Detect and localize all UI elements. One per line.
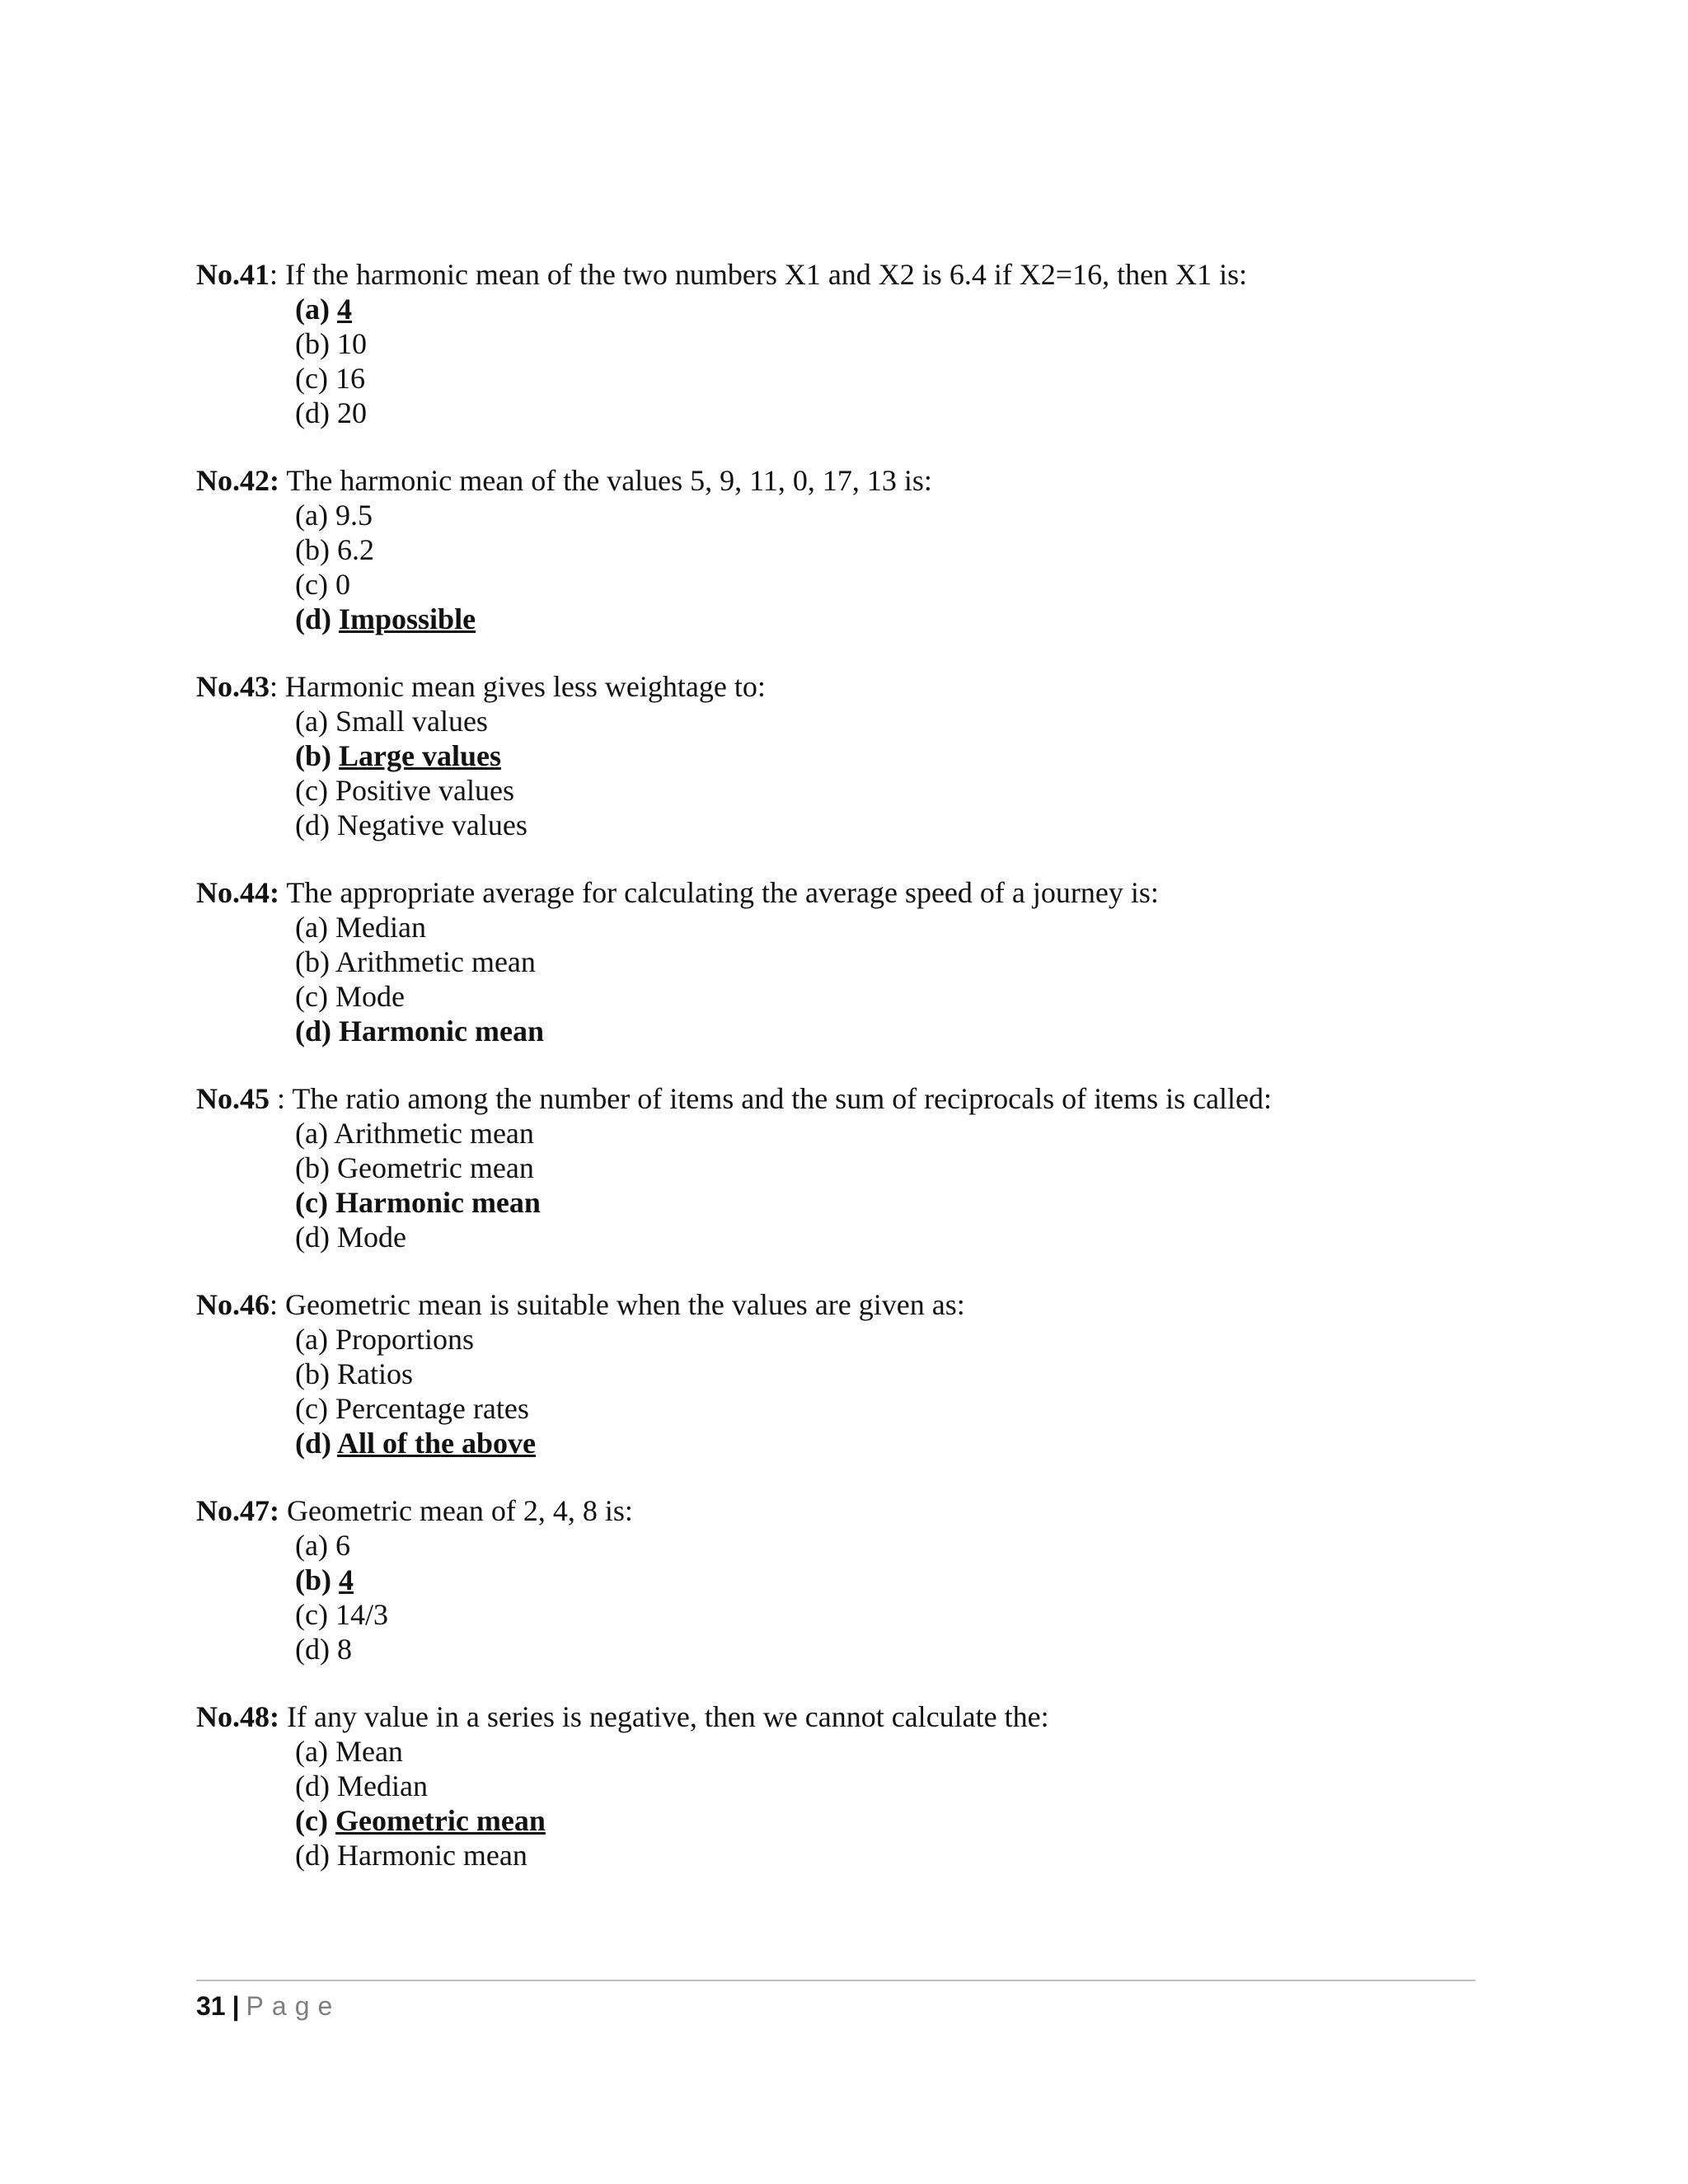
footer-separator: | (232, 1991, 240, 2021)
option-label: (c) (295, 980, 328, 1013)
options-list (196, 910, 1482, 1048)
question-line (196, 463, 1482, 498)
page-number: 31 (196, 1991, 226, 2021)
options-list (196, 498, 1482, 636)
option-label: (c) (295, 1598, 328, 1631)
answer-option (295, 979, 1482, 1014)
option-label: (c) (295, 1186, 328, 1219)
option-label: (d) (295, 1015, 331, 1047)
option-text: Ratios (336, 1357, 413, 1390)
question-number: No.47: (196, 1494, 279, 1527)
option-text: 8 (336, 1633, 352, 1666)
option-text: 0 (335, 568, 350, 601)
option-text: 4 (336, 293, 352, 326)
question-line (196, 875, 1482, 910)
option-label: (d) (295, 1633, 330, 1666)
page-label: Page (246, 1991, 341, 2021)
question-line (196, 1081, 1482, 1116)
options-list (196, 1116, 1482, 1254)
question-block (196, 1081, 1482, 1254)
option-text: Harmonic mean (339, 1015, 544, 1047)
options-list (196, 292, 1482, 430)
options-list (196, 1734, 1482, 1872)
correct-answer-option (295, 602, 1482, 636)
question-number: No.43 (196, 670, 270, 703)
answer-option (295, 1838, 1482, 1872)
question-number: No.48: (196, 1700, 279, 1733)
option-label: (d) (295, 808, 330, 841)
question-text: The ratio among the number of items and the sum of reciprocals of items is called: (292, 1082, 1273, 1115)
footer-divider (196, 1980, 1475, 1981)
option-label: (d) (295, 396, 330, 429)
question-block (196, 463, 1482, 636)
option-text: Percentage rates (335, 1392, 529, 1425)
question-text: Geometric mean of 2, 4, 8 is: (287, 1494, 633, 1527)
option-label: (d) (295, 602, 331, 635)
answer-option (295, 704, 1482, 738)
option-label: (a) (295, 911, 328, 944)
question-separator: : (270, 670, 279, 703)
option-label: (b) (295, 1357, 330, 1390)
option-text: Small values (335, 705, 488, 738)
option-text: 20 (336, 396, 367, 429)
option-text: Mode (335, 980, 405, 1013)
option-label: (c) (295, 1392, 328, 1425)
option-text: 16 (335, 362, 365, 395)
correct-answer-option (295, 1803, 1482, 1838)
option-text: Positive values (335, 774, 514, 807)
answer-option (295, 567, 1482, 602)
answer-option (295, 361, 1482, 396)
question-block (196, 875, 1482, 1048)
option-label: (a) (295, 499, 328, 532)
option-label: (a) (295, 1529, 328, 1562)
option-label: (a) (295, 1323, 328, 1356)
answer-option (295, 1116, 1482, 1151)
question-text: The harmonic mean of the values 5, 9, 11, 0, 17, 13 is: (286, 464, 932, 497)
question-block (196, 1699, 1482, 1872)
option-label: (c) (295, 1804, 328, 1837)
question-separator: : (270, 258, 279, 291)
question-text: Harmonic mean gives less weightage to: (285, 670, 766, 703)
option-text: Geometric mean (336, 1151, 534, 1184)
option-text: Mode (336, 1221, 406, 1254)
question-text: Geometric mean is suitable when the values are given as: (285, 1288, 965, 1321)
answer-option (295, 1734, 1482, 1769)
options-list (196, 1322, 1482, 1460)
option-text: Harmonic mean (336, 1839, 528, 1872)
question-separator: : (270, 1288, 279, 1321)
option-text: Arithmetic mean (333, 1117, 534, 1150)
answer-option (295, 944, 1482, 979)
option-text: 6.2 (336, 533, 374, 566)
answer-option (295, 326, 1482, 361)
answer-option (295, 498, 1482, 532)
option-text: 6 (335, 1529, 350, 1562)
option-text: Geometric mean (335, 1804, 546, 1837)
question-number: No.41 (196, 258, 270, 291)
question-number: No.44: (196, 876, 279, 909)
option-text: Median (335, 911, 426, 944)
option-text: 10 (336, 327, 367, 360)
answer-option (295, 1632, 1482, 1666)
question-number: No.46 (196, 1288, 270, 1321)
option-label: (a) (295, 705, 328, 738)
option-label: (a) (295, 293, 330, 326)
option-label: (d) (295, 1839, 330, 1872)
correct-answer-option (295, 292, 1482, 326)
options-list (196, 1528, 1482, 1666)
option-label: (b) (295, 327, 330, 360)
question-line (196, 1493, 1482, 1528)
question-block (196, 669, 1482, 842)
answer-option (295, 1357, 1482, 1391)
question-text: The appropriate average for calculating the average speed of a journey is: (286, 876, 1159, 909)
option-text: Impossible (339, 602, 476, 635)
question-block (196, 1287, 1482, 1460)
option-label: (b) (295, 533, 330, 566)
question-line (196, 1699, 1482, 1734)
option-text: 9.5 (335, 499, 373, 532)
option-text: Negative values (336, 808, 528, 841)
option-text: Harmonic mean (335, 1186, 541, 1219)
answer-option (295, 532, 1482, 567)
answer-option (295, 1769, 1482, 1803)
question-number: No.42: (196, 464, 279, 497)
option-label: (b) (295, 739, 331, 772)
answer-option (295, 396, 1482, 430)
answer-option (295, 1151, 1482, 1185)
question-line (196, 669, 1482, 704)
question-text: If the harmonic mean of the two numbers X1 and X2 is 6.4 if X2=16, then X1 is: (285, 258, 1248, 291)
answer-option (295, 1597, 1482, 1632)
correct-answer-option (295, 1563, 1482, 1597)
option-label: (a) (295, 1117, 328, 1150)
option-text: Arithmetic mean (335, 945, 536, 978)
option-text: Median (336, 1769, 428, 1802)
option-label: (c) (295, 774, 328, 807)
question-list (196, 257, 1482, 1905)
answer-option (295, 808, 1482, 842)
question-line (196, 257, 1482, 292)
option-label: (c) (295, 362, 328, 395)
answer-option (295, 773, 1482, 808)
option-text: 4 (339, 1563, 354, 1596)
correct-answer-option (295, 738, 1482, 773)
question-number: No.45 (196, 1082, 270, 1115)
answer-option (295, 1220, 1482, 1254)
question-text: If any value in a series is negative, then we cannot calculate the: (287, 1700, 1049, 1733)
option-label: (a) (295, 1735, 328, 1768)
question-block (196, 257, 1482, 430)
options-list (196, 704, 1482, 842)
answer-option (295, 1322, 1482, 1357)
option-label: (d) (295, 1221, 330, 1254)
correct-answer-option (295, 1426, 1482, 1460)
option-label: (b) (295, 1151, 330, 1184)
answer-option (295, 1391, 1482, 1426)
question-line (196, 1287, 1482, 1322)
correct-answer-option (295, 1014, 1482, 1048)
option-text: Proportions (335, 1323, 474, 1356)
answer-option (295, 1528, 1482, 1563)
correct-answer-option (295, 1185, 1482, 1220)
option-text: All of the above (337, 1427, 536, 1460)
option-text: Large values (339, 739, 501, 772)
option-label: (b) (295, 945, 330, 978)
option-label: (b) (295, 1563, 331, 1596)
question-block (196, 1493, 1482, 1666)
option-label: (c) (295, 568, 328, 601)
option-text: Mean (335, 1735, 403, 1768)
question-separator: : (270, 1082, 286, 1115)
answer-option (295, 910, 1482, 944)
option-label: (d) (295, 1769, 330, 1802)
option-text: 14/3 (335, 1598, 388, 1631)
page-footer (196, 1990, 340, 2022)
option-label: (d) (295, 1427, 331, 1460)
